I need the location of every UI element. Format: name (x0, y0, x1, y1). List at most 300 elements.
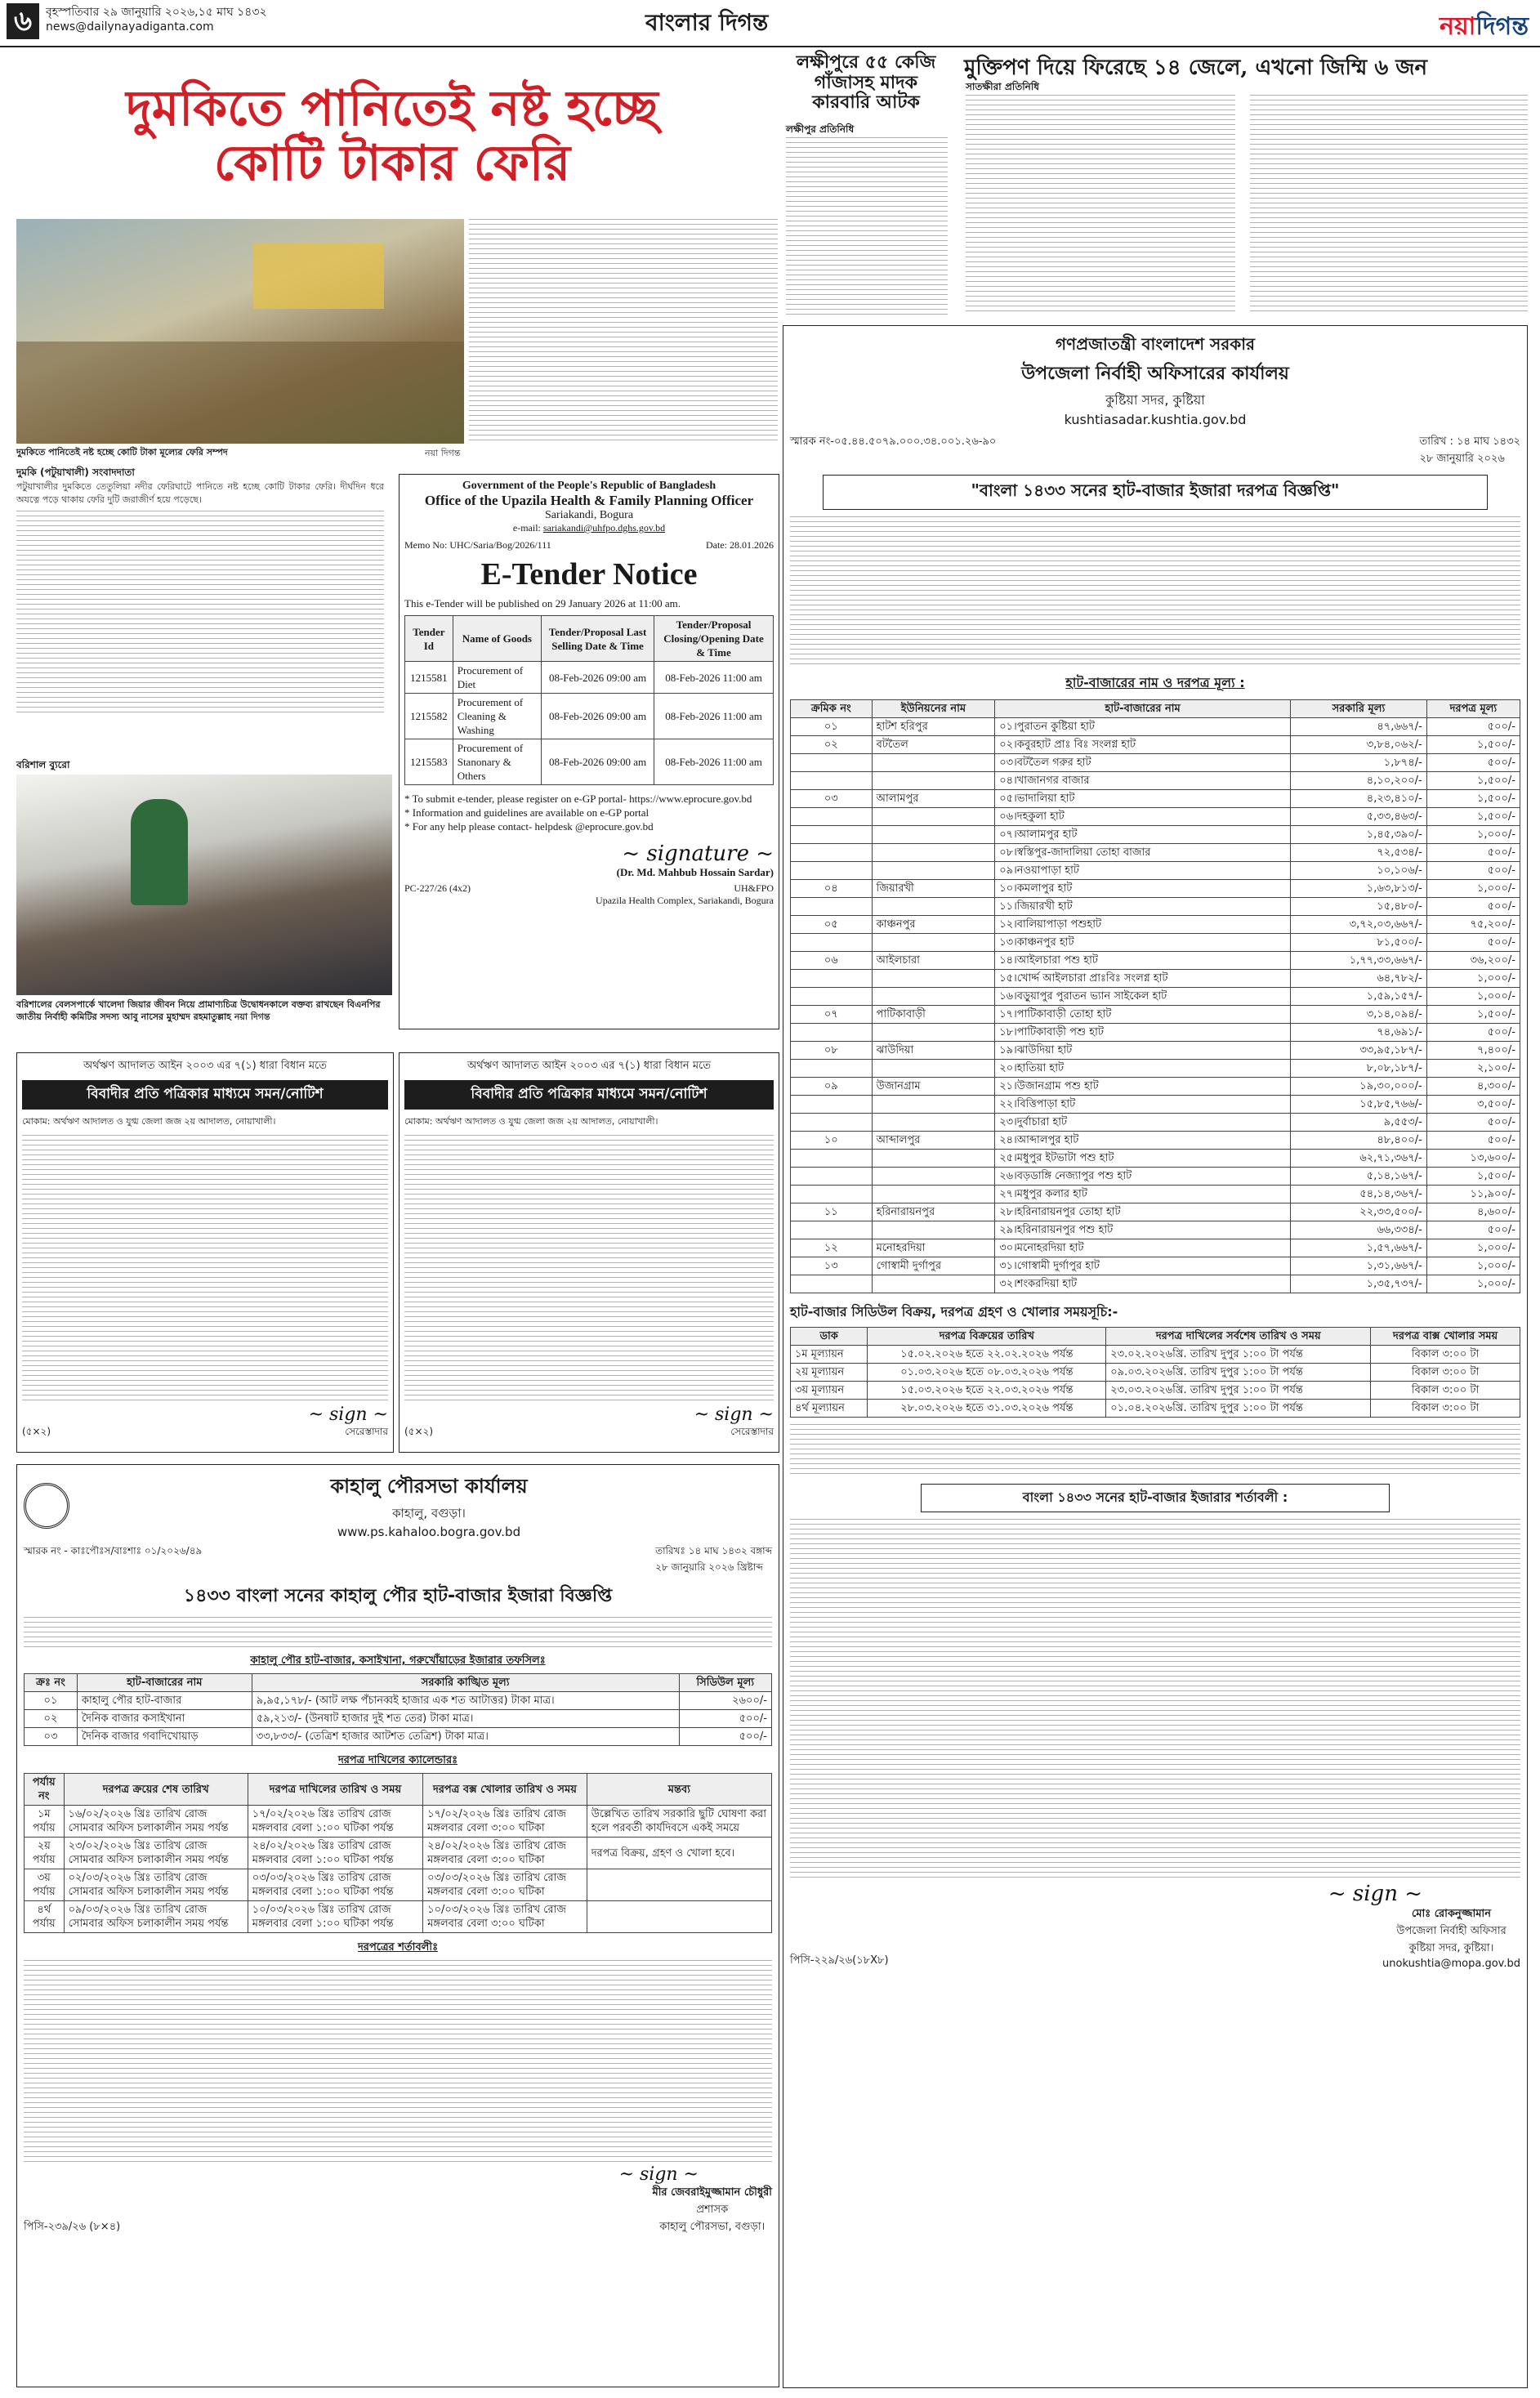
hat-col-3: সরকারি মূল্য (1291, 700, 1427, 718)
hat-cell (872, 844, 995, 862)
hat-cell (791, 1221, 873, 1239)
hat-cell: ১১।জিয়ারখী হাট (995, 898, 1291, 916)
tender-signature: ~ signature ~ (622, 842, 774, 866)
tender-col-3: Tender/Proposal Closing/Opening Date & Time (654, 616, 774, 662)
kahalu-cell: ৯,৯৫,১৭৮/- (আট লক্ষ পঁচানব্বই হাজার এক শত আটাত্তর) টাকা মাত্র। (252, 1692, 679, 1710)
tender-pc: PC-227/26 (4x2) (404, 882, 471, 894)
side-headline (784, 52, 948, 113)
hat-cell: আলামপুর (872, 790, 995, 808)
event-caption (16, 998, 392, 1023)
kahalu-cal-cell: ১০/০৩/২০২৬ খ্রিঃ তারিখ রোজ মঙ্গলবার বেলা ১:০০ ঘটিকা পর্যন্ত (248, 1901, 422, 1933)
hat-cell: উজানগ্রাম (872, 1078, 995, 1096)
tender-body (405, 662, 774, 785)
hat-cell: ১,০০০/- (1426, 1239, 1520, 1257)
e-tender-notice (399, 474, 779, 1029)
text-lines (469, 219, 778, 444)
kahalu-cal-cell: দরপত্র বিক্রয়, গ্রহণ ও খোলা হবে। (587, 1838, 771, 1869)
hat-cell: ১৩।কাঞ্চনপুর হাট (995, 934, 1291, 952)
summons-b-signature: ~ sign ~ (694, 1404, 774, 1425)
hat-cell (791, 1150, 873, 1168)
summons-b (399, 1052, 779, 1453)
kahalu-cal-cell: উল্লেখিত তারিখ সরকারি ছুটি ঘোষণা করা হলে পরবর্তী কার্যদিবসে একই সময়ে (587, 1806, 771, 1838)
hat-cell: ১৫।খোর্দ্দ আইলচারা প্রাঃবিঃ সংলগ্ন হাট (995, 970, 1291, 988)
hat-row (791, 952, 1520, 970)
hat-cell: বটতৈল (872, 736, 995, 754)
kahalu-row (25, 1692, 772, 1710)
summons-a-sign-label: সেরেস্তাদার (345, 1426, 388, 1437)
hat-cell: ৮,০৮,১৮৭/- (1291, 1060, 1427, 1078)
hat-cell: ৬২,৭১,৩৬৭/- (1291, 1150, 1427, 1168)
hat-cell: ৩,১৪,০৯৪/- (1291, 1006, 1427, 1024)
schedule-cell: বিকাল ৩:০০ টা (1371, 1346, 1520, 1364)
hat-cell (791, 826, 873, 844)
hat-sign-title1: উপজেলা নির্বাহী অফিসার (1396, 1925, 1507, 1937)
tender-line3: Sariakandi, Bogura (544, 509, 634, 521)
hat-cell: ১৩,৬০০/- (1426, 1150, 1520, 1168)
hat-cell: ৩,৭২,০৩,৬৬৭/- (1291, 916, 1427, 934)
hat-cell (872, 1168, 995, 1186)
kahalu-sign-title1: প্রশাসক (696, 2204, 729, 2216)
hat-cell: ০৩।বটতৈল গরুর হাট (995, 754, 1291, 772)
hat-row (791, 1203, 1520, 1221)
kahalu-cal-col-1: দরপত্র ক্রয়ের শেষ তারিখ (64, 1774, 248, 1806)
hat-cell (872, 826, 995, 844)
hat-cell (791, 862, 873, 880)
kahalu-cal-row (25, 1806, 772, 1838)
kahalu-cell: ৩৩,৮৩৩/- (তেত্রিশ হাজার আটশত তেত্রিশ) টাকা মাত্র। (252, 1728, 679, 1746)
lead-intro: পটুয়াখালীর দুমকিতে তেতুলিয়া নদীর ফেরিঘাটে পানিতে নষ্ট হচ্ছে কোটি টাকার ফেরি। দীর্ঘদিন ধরে অযত্নে পড়ে থাকায় ফেরি দুটি জরাজীর্ণ হয়ে পড়েছে। (16, 481, 384, 505)
hat-cell: ০৫ (791, 916, 873, 934)
schedule-cell: ১৫.০৩.২০২৬ হতে ২২.০৩.২০২৬ পর্যন্ত (868, 1382, 1106, 1400)
hat-cell: ৬৪,৭৮২/- (1291, 970, 1427, 988)
kahalu-cal-cell: ২য় পর্যায় (25, 1838, 65, 1869)
tender-cell: Procurement of Diet (453, 662, 541, 694)
tender-title: E-Tender Notice (480, 557, 698, 592)
hat-cell: ১১,৯০০/- (1426, 1186, 1520, 1203)
tender-cell: 1215583 (405, 739, 453, 785)
hat-cell: ১,০০০/- (1426, 970, 1520, 988)
lead-headline (16, 82, 768, 191)
hat-cell: ১,৫৯,১৫৭/- (1291, 988, 1427, 1006)
date-line (46, 5, 267, 34)
tender-col-0: Tender Id (405, 616, 453, 662)
kahalu-cal-cell: ২৪/০২/২০২৬ খ্রিঃ তারিখ রোজ মঙ্গলবার বেলা ১:০০ ঘটিকা পর্যন্ত (248, 1838, 422, 1869)
hat-cell: ১,৩১,৬৬৭/- (1291, 1257, 1427, 1275)
hat-date-label: তারিখ : (1419, 435, 1453, 448)
hat-cell: ৯,৫৫৩/- (1291, 1114, 1427, 1132)
kahalu-memo: স্মারক নং - কাঃপৌঃস/বাঃশাঃ ০১/২০২৬/৪৯ (24, 1545, 203, 1556)
hat-body (791, 718, 1520, 1293)
hat-cell: ৫,১৪,১৬৭/- (1291, 1168, 1427, 1186)
hat-cell: ০৮।স্বস্তিপুর-জাদালিয়া তোহা বাজার (995, 844, 1291, 862)
kahalu-terms-title: দরপত্রের শর্তাবলীঃ (357, 1941, 439, 1954)
hat-cell: ০২।কবুরহাট প্রাঃ বিঃ সংলগ্ন হাট (995, 736, 1291, 754)
hat-cell: ৩১।গোস্বামী দুর্গাপুর হাট (995, 1257, 1291, 1275)
hat-cell: গোস্বামী দুর্গাপুর (872, 1257, 995, 1275)
hat-cell (791, 1096, 873, 1114)
hat-cell: মনোহরদিয়া (872, 1239, 995, 1257)
side-headline2: গাঁজাসহ মাদক (814, 71, 918, 93)
summons-a-court: মোকাম: অর্থঋণ আদালত ও যুগ্ম জেলা জজ ২য় আদালত, নোয়াখালী। (22, 1116, 276, 1127)
hat-cell: ২১।উজানগ্রাম পশু হাট (995, 1078, 1291, 1096)
hat-cell (791, 898, 873, 916)
rust-hull-shape (16, 342, 464, 444)
hat-row (791, 1168, 1520, 1186)
schedule-row (791, 1346, 1520, 1364)
lead-headline-line2: কোটি টাকার ফেরি (213, 135, 571, 193)
hat-cell: ৭৫,২০০/- (1426, 916, 1520, 934)
schedule-cell: ৪র্থ মূল্যায়ন (791, 1400, 868, 1418)
hat-cell (872, 1114, 995, 1132)
event-byline: বরিশাল ব্যুরো (16, 759, 70, 770)
tender-cell: 08-Feb-2026 11:00 am (654, 694, 774, 739)
hat-cell: ৪৮,৪০০/- (1291, 1132, 1427, 1150)
hat-cell: ঝাউদিয়া (872, 1042, 995, 1060)
tender-table (404, 615, 774, 785)
kahalu-cal-table (24, 1773, 772, 1933)
release-byline: সাতক্ষীরা প্রতিনিধি (966, 81, 1039, 92)
hat-table (790, 699, 1520, 1293)
hat-cell (791, 1168, 873, 1186)
schedule-cell: ২য় মূল্যায়ন (791, 1364, 868, 1382)
summons-b-lines (404, 1135, 774, 1404)
hat-sign-name: মোঃ রোকনুজ্জামান (1412, 1908, 1491, 1920)
kahalu-table (24, 1673, 772, 1746)
hat-office: উপজেলা নির্বাহী অফিসারের কার্যালয় (1021, 364, 1289, 384)
summons-b-size: (৫×২) (404, 1426, 434, 1437)
kahalu-cal-cell: ২৪/০২/২০২৬ খ্রিঃ তারিখ রোজ মঙ্গলবার বেলা ৩:০০ ঘটিকা (423, 1838, 587, 1869)
hat-cell: ১০ (791, 1132, 873, 1150)
hat-cell: ২৩।দুর্বাচারা হাট (995, 1114, 1291, 1132)
kahalu-cell: ৫০০/- (679, 1728, 772, 1746)
header-email: news@dailynayadiganta.com (46, 20, 214, 33)
kahalu-date-en: ২৮ জানুয়ারি ২০২৬ খ্রিষ্টাব্দ (655, 1561, 763, 1573)
hat-cell (872, 934, 995, 952)
summons-a-signature: ~ sign ~ (308, 1404, 388, 1425)
header-rule (0, 46, 1540, 47)
kahalu-cell: দৈনিক বাজার গবাদিখোয়াড় (77, 1728, 252, 1746)
hat-cell (872, 1221, 995, 1239)
hat-row (791, 844, 1520, 862)
hat-row (791, 988, 1520, 1006)
tender-intro: This e-Tender will be published on 29 January 2026 at 11:00 am. (404, 597, 681, 610)
hat-cell: ২৮।হরিনারায়নপুর তোহা হাট (995, 1203, 1291, 1221)
summons-b-title: বিবাদীর প্রতি পত্রিকার মাধ্যমে সমন/নোটিশ (404, 1080, 774, 1110)
hat-cell: ১,৫০০/- (1426, 790, 1520, 808)
kahalu-cal-cell: ২৩/০২/২০২৬ খ্রিঃ তারিখ রোজ সোমবার অফিস চলাকালীন সময় পর্যন্ত (64, 1838, 248, 1869)
hat-notice (783, 325, 1528, 2388)
kahalu-row (25, 1728, 772, 1746)
hat-cell: ০৩ (791, 790, 873, 808)
hat-cell: হরিনারায়নপুর (872, 1203, 995, 1221)
hat-cell: ৩২।শংকরদিয়া হাট (995, 1275, 1291, 1293)
hat-row (791, 880, 1520, 898)
kahalu-col-0: ক্রঃ নং (25, 1674, 78, 1692)
kahalu-cal-cell: ১৭/০২/২০২৬ খ্রিঃ তারিখ রোজ মঙ্গলবার বেলা ৩:০০ ঘটিকা (423, 1806, 587, 1838)
hat-cell: ০৯।নওয়াপাড়া হাট (995, 862, 1291, 880)
hat-cell: ৫০০/- (1426, 718, 1520, 736)
hat-cell: ০২ (791, 736, 873, 754)
hat-cell (872, 754, 995, 772)
schedule-col-1: দরপত্র বিক্রয়ের তারিখ (868, 1328, 1106, 1346)
kahalu-cell: ৫০০/- (679, 1710, 772, 1728)
hat-cell (791, 1114, 873, 1132)
hat-sign-title2: কুষ্টিয়া সদর, কুষ্টিয়া। (1408, 1942, 1494, 1954)
hat-terms-lines (790, 1519, 1520, 1878)
kahalu-cal-cell (587, 1901, 771, 1933)
tender-cell: 08-Feb-2026 09:00 am (542, 739, 654, 785)
hat-cell: ৭৪,৬৯১/- (1291, 1024, 1427, 1042)
kahalu-cal-cell: ১০/০৩/২০২৬ খ্রিঃ তারিখ রোজ মঙ্গলবার বেলা ৩:০০ ঘটিকা (423, 1901, 587, 1933)
hat-cell (872, 1096, 995, 1114)
hat-cell: ২৫।মধুপুর ইটভাটা পশু হাট (995, 1150, 1291, 1168)
speaker-figure (131, 799, 188, 905)
hat-cell (872, 862, 995, 880)
hat-cell (791, 844, 873, 862)
hat-cell: ১০।কমলাপুর হাট (995, 880, 1291, 898)
hat-cell: ১,৮৭৪/- (1291, 754, 1427, 772)
tender-head-row (405, 616, 774, 662)
hat-row (791, 808, 1520, 826)
event-caption-text: বরিশালের বেলসপার্কে খালেদা জিয়ার জীবন নিয়ে প্রামাণ্যচিত্র উদ্বোধনকালে বক্তব্য রাখছেন বিএনপির জাতীয় নির্বাহী কমিটির সদস্য আবু নাসের মুহাম্মদ রহমাতুল্লাহ (16, 999, 381, 1022)
hat-date-bn: ১৪ মাঘ ১৪৩২ (1457, 435, 1520, 448)
hat-row (791, 736, 1520, 754)
hat-cell (872, 898, 995, 916)
hat-cell: ১,৫০০/- (1426, 1006, 1520, 1024)
hat-cell: ০৮ (791, 1042, 873, 1060)
summons-a-title: বিবাদীর প্রতি পত্রিকার মাধ্যমে সমন/নোটিশ (22, 1080, 388, 1110)
tender-memo: Memo No: UHC/Saria/Bog/2026/111 (404, 539, 551, 551)
schedule-cell: ২৮.০৩.২০২৬ হতে ৩১.০৩.২০২৬ পর্যন্ত (868, 1400, 1106, 1418)
kahalu-signature: ~ sign ~ (618, 2164, 699, 2185)
tender-note: * Information and guidelines are available on e-GP portal (404, 806, 649, 819)
hat-row (791, 1060, 1520, 1078)
hat-mid-lines (790, 1424, 1520, 1477)
hat-cell: ৩৬,২০০/- (1426, 952, 1520, 970)
hat-cell: ১,৬৩,৮১৩/- (1291, 880, 1427, 898)
hat-col-2: হাট-বাজারের নাম (995, 700, 1291, 718)
hat-schedule-table (790, 1327, 1520, 1418)
logo-part2: দিগন্ত (1475, 12, 1529, 41)
hat-cell: ০৭।আলামপুর হাট (995, 826, 1291, 844)
hat-cell (872, 1275, 995, 1293)
summons-b-sign-label: সেরেস্তাদার (730, 1426, 774, 1437)
hat-cell (872, 1024, 995, 1042)
hat-sign-email[interactable]: unokushtia@mopa.gov.bd (1382, 1958, 1520, 1970)
hat-cell: ১,৫০০/- (1426, 1168, 1520, 1186)
hat-cell (791, 772, 873, 790)
newspaper-logo (1440, 7, 1529, 48)
kahalu-col-2: সরকারি কাঙ্খিত মূল্য (252, 1674, 679, 1692)
hat-cell: ১,০০০/- (1426, 1275, 1520, 1293)
tender-line2: Office of the Upazila Health & Family Planning Officer (424, 493, 754, 508)
summons-b-court: মোকাম: অর্থঋণ আদালত ও যুগ্ম জেলা জজ ২য় আদালত, নোয়াখালী। (404, 1116, 658, 1127)
hat-row (791, 898, 1520, 916)
kahalu-table-title: কাহালু পৌর হাট-বাজার, কসাইখানা, গরুখোঁয়াড়ের ইজারার তফসিলঃ (250, 1654, 546, 1667)
tender-cell: 1215582 (405, 694, 453, 739)
hat-row (791, 970, 1520, 988)
hat-cell: ৪৭,৬৬৭/- (1291, 718, 1427, 736)
kahalu-cal-col-2: দরপত্র দাখিলের তারিখ ও সময় (248, 1774, 422, 1806)
hat-cell: ১৯,৩০,০০০/- (1291, 1078, 1427, 1096)
side-headline1: লক্ষীপুরে ৫৫ কেজি (796, 51, 936, 73)
hat-cell: ০৭ (791, 1006, 873, 1024)
summons-a-lines (22, 1135, 388, 1404)
hat-cell (791, 1275, 873, 1293)
hat-schedule-title: হাট-বাজার সিডিউল বিক্রয়, দরপত্র গ্রহণ ও খোলার সময়সূচি:- (790, 1304, 1118, 1320)
schedule-row (791, 1382, 1520, 1400)
hat-col-1: ইউনিয়নের নাম (872, 700, 995, 718)
kahalu-cal-cell: ১৬/০২/২০২৬ খ্রিঃ তারিখ রোজ সোমবার অফিস চলাকালীন সময় পর্যন্ত (64, 1806, 248, 1838)
lead-column-right (469, 219, 778, 444)
schedule-cell: ১৫.০২.২০২৬ হতে ২২.০২.২০২৬ পর্যন্ত (868, 1346, 1106, 1364)
schedule-cell: ৩য় মূল্যায়ন (791, 1382, 868, 1400)
kahalu-cal-cell: ০৩/০৩/২০২৬ খ্রিঃ তারিখ রোজ মঙ্গলবার বেলা ১:০০ ঘটিকা পর্যন্ত (248, 1869, 422, 1901)
hat-site[interactable]: kushtiasadar.kushtia.gov.bd (1064, 412, 1247, 427)
kahalu-cal-row (25, 1838, 772, 1869)
schedule-head-row (791, 1328, 1520, 1346)
schedule-row (791, 1400, 1520, 1418)
hat-cell (791, 1060, 873, 1078)
hat-cell: ৭,৪০০/- (1426, 1042, 1520, 1060)
side-byline: লক্ষীপুর প্রতিনিধি (786, 123, 855, 135)
schedule-cell: বিকাল ৩:০০ টা (1371, 1400, 1520, 1418)
lead-byline: দুমকি (পটুয়াখালী) সংবাদদাতা (16, 467, 135, 478)
tender-sign-name: (Dr. Md. Mahbub Hossain Sardar) (616, 866, 774, 878)
summons-a-size: (৫×২) (22, 1426, 51, 1437)
hat-cell (872, 772, 995, 790)
hat-cell: ২২,৩৩,৫০০/- (1291, 1203, 1427, 1221)
hat-cell: ১,৫০০/- (1426, 736, 1520, 754)
hat-cell: ২৭।মধুপুর কলার হাট (995, 1186, 1291, 1203)
kahalu-sign-title2: কাহালু পৌরসভা, বগুড়া। (659, 2221, 766, 2233)
schedule-cell: ০১.০৪.২০২৬খ্রি. তারিখ দুপুর ১:০০ টা পর্যন্ত (1106, 1400, 1371, 1418)
hat-cell: ৫০০/- (1426, 898, 1520, 916)
kahalu-cal-cell: ১ম পর্যায় (25, 1806, 65, 1838)
hat-row (791, 1186, 1520, 1203)
kahalu-office: কাহালু পৌরসভা কার্যালয় (330, 1475, 528, 1498)
kahalu-site[interactable]: www.ps.kahaloo.bogra.gov.bd (337, 1525, 521, 1539)
hat-row (791, 934, 1520, 952)
hat-row (791, 1114, 1520, 1132)
ferry-photo (16, 219, 464, 444)
hat-cell (872, 1186, 995, 1203)
hat-cell: ০৪ (791, 880, 873, 898)
schedule-cell: ২৩.০৩.২০২৬খ্রি. তারিখ দুপুর ১:০০ টা পর্যন্ত (1106, 1382, 1371, 1400)
hat-cell: পাটিকাবাড়ী (872, 1006, 995, 1024)
kahalu-cal-cell: ১৭/০২/২০২৬ খ্রিঃ তারিখ রোজ মঙ্গলবার বেলা ১:০০ ঘটিকা পর্যন্ত (248, 1806, 422, 1838)
hat-cell: ০১ (791, 718, 873, 736)
section-title: বাংলার দিগন্ত (645, 9, 769, 36)
hat-row (791, 1078, 1520, 1096)
hat-cell: ১,৪৫,৩৯০/- (1291, 826, 1427, 844)
hat-row (791, 1042, 1520, 1060)
hat-cell: ৫০০/- (1426, 1024, 1520, 1042)
lead-headline-line1: দুমকিতে পানিতেই নষ্ট হচ্ছে (126, 80, 658, 137)
tender-date: Date: 28.01.2026 (706, 539, 774, 551)
tender-sign-title1: UH&FPO (734, 882, 774, 894)
schedule-cell: ২৩.০২.২০২৬খ্রি. তারিখ দুপুর ১:০০ টা পর্যন্ত (1106, 1346, 1371, 1364)
hat-cell: ১,০০০/- (1426, 880, 1520, 898)
hat-row (791, 754, 1520, 772)
hat-cell: ১২।বালিয়াপাড়া পশুহাট (995, 916, 1291, 934)
tender-notes (404, 792, 774, 833)
hat-cell: ১৪।আইলচারা পশু হাট (995, 952, 1291, 970)
kahalu-cal-title: দরপত্র দাখিলের ক্যালেন্ডারঃ (337, 1754, 458, 1766)
hat-cell: ৫০০/- (1426, 1221, 1520, 1239)
kahalu-col-3: সিডিউল মূল্য (679, 1674, 772, 1692)
lead-text-lines (16, 511, 384, 715)
hat-cell: ৫০০/- (1426, 934, 1520, 952)
hat-row (791, 826, 1520, 844)
hat-terms-title: বাংলা ১৪৩৩ সনের হাট-বাজার ইজারার শর্তাবলী : (921, 1484, 1390, 1512)
event-photo (16, 775, 392, 995)
kahalu-cell: ৫৯,২১৩/- (উনষাট হাজার দুই শত তের) টাকা মাত্র। (252, 1710, 679, 1728)
tender-note: * To submit e-tender, please register on e-GP portal- https://www.eprocure.gov.bd (404, 793, 752, 805)
kahalu-cal-cell: ৪র্থ পর্যায় (25, 1901, 65, 1933)
kahalu-body (25, 1692, 772, 1746)
hat-cell: হাটশ হরিপুর (872, 718, 995, 736)
hat-cell: ১১ (791, 1203, 873, 1221)
hat-cell: ১৫,৪৮০/- (1291, 898, 1427, 916)
hat-cell: ০১।পুরাতন কুষ্টিয়া হাট (995, 718, 1291, 736)
hat-cell: ৪,৩০০/- (1426, 1078, 1520, 1096)
hat-cell: ২,১০০/- (1426, 1060, 1520, 1078)
hat-row (791, 718, 1520, 736)
hat-cell: ১,৫০০/- (1426, 772, 1520, 790)
hat-cell: ১,০০০/- (1426, 826, 1520, 844)
hat-cell: ৭২,৫৩৪/- (1291, 844, 1427, 862)
hat-cell: ১২ (791, 1239, 873, 1257)
kahalu-cal-body (25, 1806, 772, 1933)
tender-email[interactable]: sariakandi@uhfpo.dghs.gov.bd (542, 522, 666, 534)
hat-cell (791, 1024, 873, 1042)
hat-cell (791, 754, 873, 772)
hat-cell: ২৯।হরিনারায়নপুর পশু হাট (995, 1221, 1291, 1239)
hat-cell: ৩৩,৯৫,১৮৭/- (1291, 1042, 1427, 1060)
release-headline: মুক্তিপণ দিয়ে ফিরেছে ১৪ জেলে, এখনো জিম্মি ৬ জন (964, 56, 1428, 80)
event-credit: নয়া দিগন্ত (234, 1011, 270, 1022)
kahalu-cal-head-row (25, 1774, 772, 1806)
hat-gov-line: গণপ্রজাতন্ত্রী বাংলাদেশ সরকার (1056, 334, 1255, 354)
hat-head-row (791, 700, 1520, 718)
hat-row (791, 1275, 1520, 1293)
page-number: ৬ (7, 3, 39, 39)
tender-cell: 08-Feb-2026 09:00 am (542, 662, 654, 694)
hat-cell: ৩,৮৪,০৬২/- (1291, 736, 1427, 754)
hat-row (791, 1132, 1520, 1150)
hat-place: কুষ্টিয়া সদর, কুষ্টিয়া (1105, 392, 1205, 408)
logo-part1: নয়া (1440, 12, 1476, 41)
hat-cell: ৪,৬০০/- (1426, 1203, 1520, 1221)
hat-cell (872, 1060, 995, 1078)
schedule-cell: ০৯.০৩.২০২৬খ্রি. তারিখ দুপুর ১:০০ টা পর্যন্ত (1106, 1364, 1371, 1382)
kahalu-cal-cell (587, 1869, 771, 1901)
kahalu-cal-row (25, 1869, 772, 1901)
kahalu-notice (16, 1464, 779, 2387)
hat-table-title: হাট-বাজারের নাম ও দরপত্র মূল্য : (1065, 675, 1245, 690)
side-text-lines (786, 137, 948, 317)
hat-memo: স্মারক নং-০৫.৪৪.৫০৭৯.০০০.৩৪.০০১.২৬-৯০ (790, 435, 997, 448)
ferry-credit: নয়া দিগন্ত (425, 448, 461, 458)
hat-pc: পিসি-২২৯/২৬(১৮X৮) (790, 1954, 889, 1967)
hat-cell: ২৪।আব্দালপুর হাট (995, 1132, 1291, 1150)
kahalu-cal-col-3: দরপত্র বক্স খোলার তারিখ ও সময় (423, 1774, 587, 1806)
hat-cell: ৫৪,১৪,৩৬৭/- (1291, 1186, 1427, 1203)
tender-row (405, 694, 774, 739)
kahalu-cal-cell: ০২/০৩/২০২৬ খ্রিঃ তারিখ রোজ সোমবার অফিস চলাকালীন সময় পর্যন্ত (64, 1869, 248, 1901)
release-col1 (966, 95, 1235, 315)
